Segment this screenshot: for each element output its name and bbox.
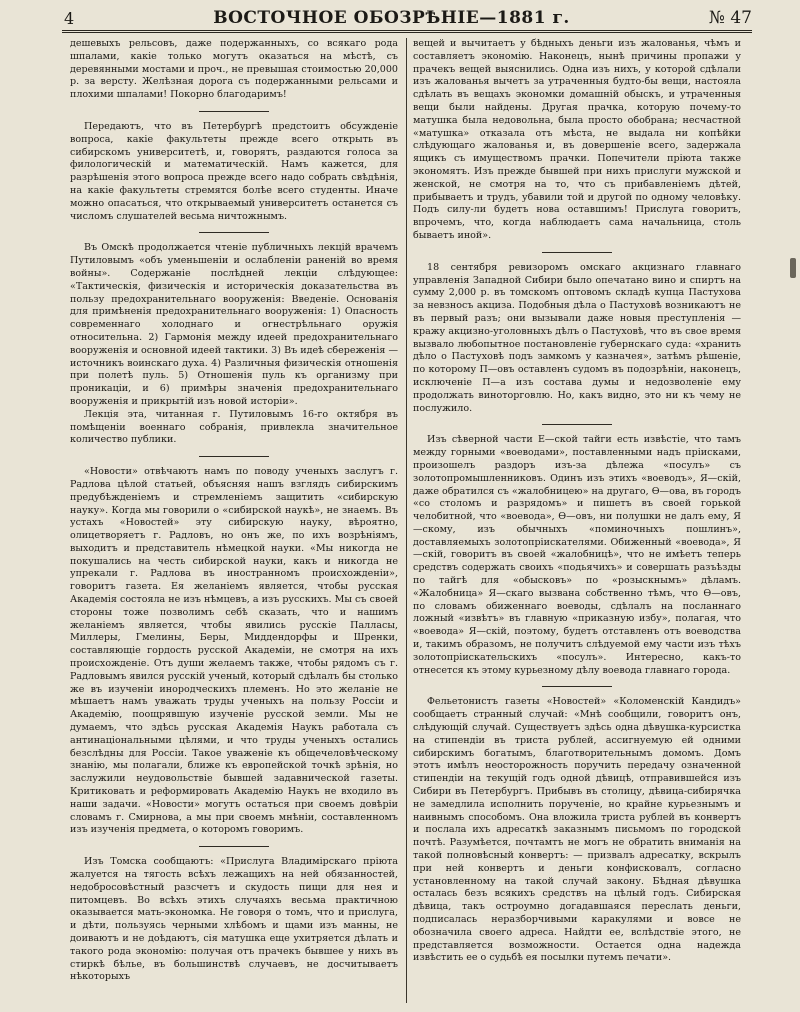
article-separator [199,846,269,847]
article-paragraph: Лекція эта, читанная г. Путиловымъ 16-го октября въ помѣщеніи военнаго собранія, привлекла значительное количество публики. [70,408,398,446]
article-separator [199,232,269,233]
page-edge-mark [790,258,796,278]
right-column [413,38,741,1006]
article-paragraph: «Новости» отвѣчаютъ намъ по поводу ученыхъ заслугъ г. Радлова цѣлой статьей, объясняя нашъ взглядъ сибирскимъ предубѣжденіемъ и стремленіемъ защитить «сибирскую науку». Когда мы говорили о «сибирской наукѣ», не знаемъ. Въ устахъ «Новостей» эту сибирскую науку, вѣроятно, олицетворяетъ г. Радловъ, но онъ же, по ихъ возрѣніямъ, выходитъ и представитель нѣмецкой науки. «Мы никогда не покушались на честь сибирской науки, какъ и никогда не упрекали г. Радлова въ иностранномъ происхожденіи», говоритъ газета. Ея желаніемъ является, чтобы русская Академія состояла не изъ нѣмцевъ, а изъ русскихъ. Мы съ своей стороны тоже позволимъ себѣ сказать, что и нашимъ желаніемъ является, чтобы явились русскіе Палласы, Миллеры, Гмелины, Беры, Миддендорфы и Шренки, составляющіе гордость русской Академіи, не смотря на ихъ происхожденіе. Отъ души желаемъ также, чтобы рядомъ съ г. Радловымъ явился русскій ученый, который сдѣлалъ бы столько же въ изученіи инородческихъ племенъ. Но это желаніе не мѣшаетъ намъ уважать труды ученыхъ на пользу Россіи и Академію, поощрявшую изученіе русской земли. Мы не думаемъ, что здѣсь русская Академія Наукъ работала съ антинаціональными цѣлями, и что труды ученыхъ остались безслѣдны для Россіи. Такое уваженіе къ общечеловѣческому знанію, мы полагали, ближе къ европейской точкѣ зрѣнія, но заслужили неудовольствіе бывшей задавнической газеты. Критиковать и реформировать Академію Наукъ не входило въ наши задачи. «Новости» могутъ остаться при своемъ довѣріи словамъ г. Смирнова, а мы при своемъ мнѣніи, составленномъ изъ изученія предмета, о которомъ говоримъ. [70,466,398,836]
article-paragraph: Передаютъ, что въ Петербургѣ предстоитъ обсужденіе вопроса, какіе факультеты прежде всего открыть въ сибирскомъ университетѣ, и, говорятъ, раздаются голоса за филологическій и математическій. Намъ кажется, для разрѣшенія этого вопроса прежде всего надо собрать свѣдѣнія, на какіе факультеты стремятся болѣе всего студенты. Иначе можно опасаться, что открываемый университетъ останется съ числомъ слушателей весьма ничтожнымъ. [70,120,398,222]
column-divider [406,38,407,1003]
issue-number: № 47 [708,8,752,28]
article-paragraph: дешевыхъ рельсовъ, даже подержанныхъ, со всякаго рода шпалами, какіе только могутъ оказаться на мѣстѣ, съ деревянными мостами и проч., не превышая стоимостью 20,000 р. за версту. Желѣзная дорога съ подержанными рельсами и плохими шпалами! Покорно благодаримъ! [70,38,398,101]
newspaper-title: ВОСТОЧНОЕ ОБОЗРѢНІЕ—1881 г. [213,8,570,28]
left-column [70,38,398,1006]
article-paragraph: вещей и вычитаетъ у бѣдныхъ деньги изъ жалованья, чѣмъ и составляетъ экономію. Наконецъ, нынѣ причины пропажи у прачекъ вещей выяснились. Одна изъ нихъ, у которой сдѣлали изъ жалованья вычетъ за утраченныя будто-бы вещи, настояла сдѣлать въ вещахъ экономки домашній обыскъ, и утраченныя вещи были найдены. Другая прачка, которую почему-то матушка была недовольна, была просто обобрана; несчастной «матушка» отказала отъ мѣста, не выдала ни копѣйки слѣдующаго жалованья и, въ довершеніе всего, задержала ящикъ съ имуществомъ прачки. Попечители пріюта также экономятъ. Изъ прежде бывшей при нихъ прислуги мужской и женской, не смотря на то, что съ прибавленіемъ дѣтей, прибываетъ и трудъ, убавили той и другой по одному человѣку. Подъ силу-ли будетъ нова оставшимъ! Прислуга говоритъ, впрочемъ, что, когда наблюдаетъ сама начальница, столь бываетъ иной». [413,38,741,241]
article-separator [199,456,269,457]
article-paragraph: Фельетонистъ газеты «Новостей» «Коломенскій Кандидъ» сообщаетъ странный случай: «Мнѣ сообщили, говоритъ онъ, слѣдующій случай. Существуетъ здѣсь одна дѣвушка-курсистка на стипендіи въ триста рублей, ассигнуемую ей одними сибирскимъ богатымъ, благотворительнымъ домомъ. Домъ этотъ имѣлъ неосторожность поручить передачу означенной стипендіи на текущій годъ одной дѣвицѣ, отправившейся изъ Сибири въ Петербургъ. Прибывъ въ столицу, дѣвица-сибирячка не замедлила исполнить порученіе, но крайне курьезнымъ и наивнымъ способомъ. Она вложила триста рублей въ конвертъ и послала ихъ адресаткѣ заказнымъ письмомъ по городской почтѣ. Разумѣется, почтамтъ не могъ не обратить вниманія на такой полновѣсный конвертъ: — призвалъ адресатку, вскрылъ при ней конвертъ и деньги конфисковалъ, согласно установленному на такой случай закону. Бѣдная дѣвушка осталась безъ всякихъ средствъ на цѣлый годъ. Сибирская дѣвица, такъ остроумно догадавшаяся переслать деньги, подписалась неразборчивыми каракулями и вовсе не обозначила своего адреса. Найдти ее, вслѣдствіе этого, не представляется возможности. Остается одна надежда извѣстить ее о судьбѣ ея посылки путемъ печати». [413,696,741,964]
page-header [62,4,752,33]
article-separator [542,424,612,425]
article-paragraph: 18 сентября ревизоромъ омскаго акцизнаго главнаго управленія Западной Сибири было опечатано вино и спиртъ на сумму 2,000 р. въ томскомъ оптовомъ складѣ купца Пастухова за невзносъ акциза. Подобныя дѣла о Пастуховѣ возникаютъ не въ первый разъ; они вызывали даже новыя преступленія — кражу акцизно-уголовныхъ дѣлъ о Пастуховѣ, что въ свое время вызвало любопытное постановленіе губернскаго суда: «хранить дѣло о Пастуховѣ подъ замкомъ у казначея», затѣмъ рѣшеніе, по которому П—овъ оставленъ судомъ въ подозрѣніи, наконецъ, исключеніе П—а изъ состава думы и недозволеніе ему продолжать виноторговлю. Но, какъ видно, это ни къ чему не послужило. [413,261,741,414]
article-paragraph: Изъ сѣверной части Е—ской тайги есть извѣстіе, что тамъ между горными «воеводами», поставленными надъ пріисками, произошелъ раздоръ изъ-за дѣлежа «посулъ» съ золотопромышленниковъ. Одинъ изъ этихъ «воеводъ», Я—скій, даже обратился съ «жалобницею» на другаго, Ѳ—ова, въ городъ «со столомъ и разрядомъ» и пишетъ въ своей горькой челобитной, что «воевода», Ѳ—овъ, ни полушки не далъ ему, Я—скому, изъ обычныхъ «поминочныхъ пошлинъ», доставляемыхъ золотопріискателями. Обиженный «воевода», Я—скій, говоритъ въ своей «жалобницѣ», что не имѣетъ теперь средствъ содержать своихъ «подьячихъ» и совершать разъѣзды по тайгѣ для «обысковъ» по «розыскнымъ» дѣламъ. «Жалобница» Я—скаго вызвана собственно тѣмъ, что Ѳ—овъ, по словамъ обиженнаго воеводы, сдѣлалъ на посланнаго ложный «извѣтъ» въ главную «приказную избу», полагая, что «воевода» Я—скій, поэтому, будетъ отставленъ отъ воеводства и, такимъ образомъ, не получитъ слѣдуемой ему части изъ тѣхъ золотопріискательскихъ «посулъ». Интересно, какъ-то отнесется къ этому курьезному дѣлу воевода главнаго города. [413,434,741,676]
article-paragraph: Изъ Томска сообщаютъ: «Прислуга Владимірскаго пріюта жалуется на тягость всѣхъ лежащихъ на ней обязанностей, недобросовѣстный разсчетъ и скудость пищи для нея и питомцевъ. Во всѣхъ этихъ случаяхъ весьма практичною оказывается мать-экономка. Не говоря о томъ, что и прислуга, и дѣти, пользуясь черными хлѣбомъ и щами изъ манны, не доиваютъ и не доѣдаютъ, сія матушка еще ухитряется дѣлать и такого рода экономію: получая отъ прачекъ бывшее у нихъ въ стиркѣ бѣлье, въ большинствѣ случаевъ, не досчитываетъ нѣкоторыхъ [70,856,398,983]
page-number: 4 [64,9,75,28]
article-paragraph: Въ Омскѣ продолжается чтеніе публичныхъ лекцій врачемъ Путиловымъ «объ уменьшеніи и ослабленіи раненій во время войны». Содержаніе послѣдней лекціи слѣдующее: «Тактическія, физическія и историческія доказательства въ пользу предохранительнаго вооруженія: Введеніе. Основанія для примѣненія предохранительнаго вооруженія: 1) Опасность современнаго холоднаго и огнестрѣльнаго оружія относительна. 2) Гармонія между идеей предохранительнаго вооруженія и основной идеей тактики. 3) Въ идеѣ сбереженія — источникъ воинскаго духа. 4) Различныя физическія отношенія при полетѣ пуль. 5) Отношенія пуль къ организму при проникаціи, и 6) примѣры значенія предохранительнаго вооруженія и прикрытій изъ новой исторіи». [70,242,398,407]
article-separator [542,686,612,687]
article-separator [542,252,612,253]
article-separator [199,111,269,112]
